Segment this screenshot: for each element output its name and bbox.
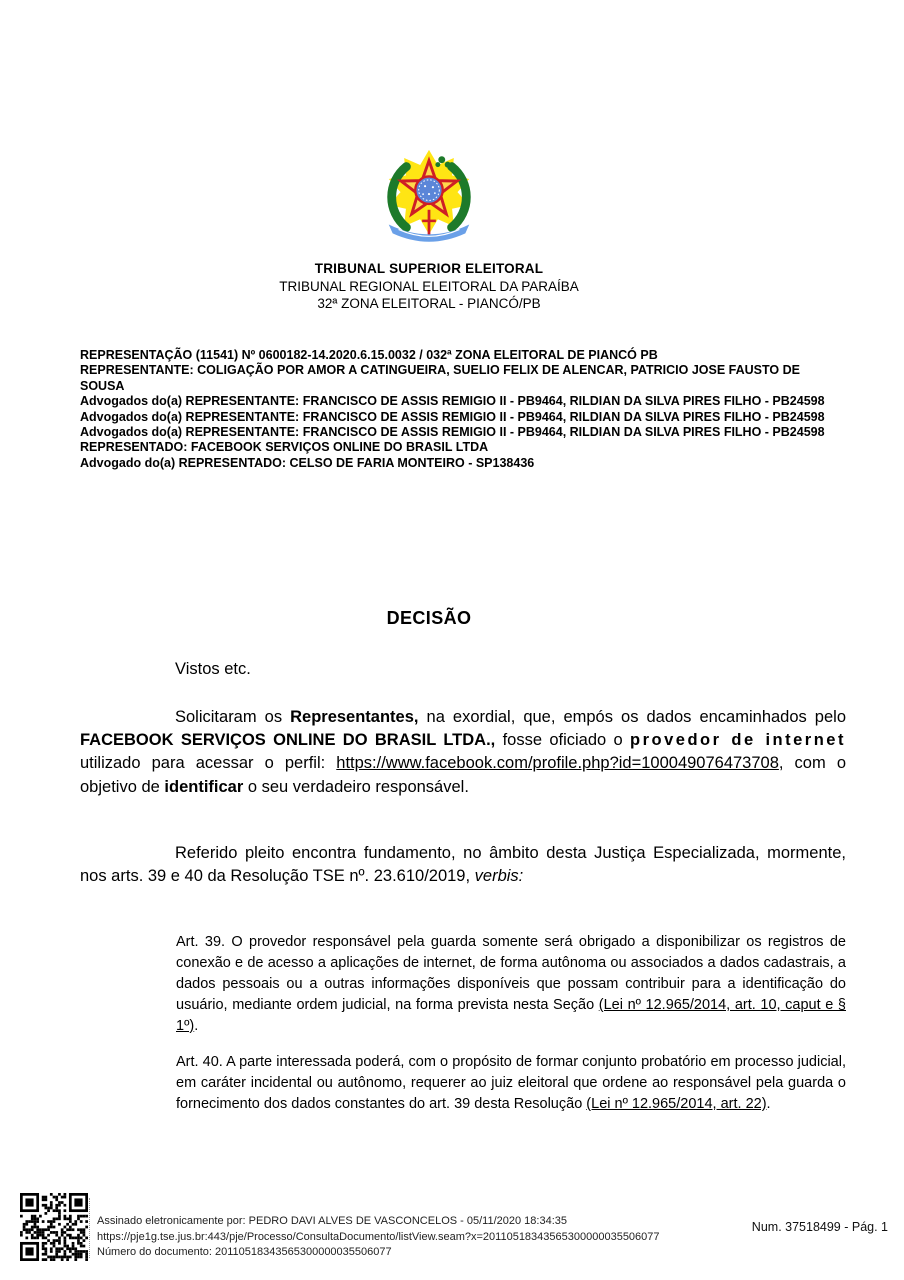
text-segment: FACEBOOK SERVIÇOS ONLINE DO BRASIL LTDA., — [80, 731, 496, 750]
decision-title: DECISÃO — [386, 608, 472, 628]
text-segment: Solicitaram os — [175, 708, 291, 726]
court-zone: 32ª ZONA ELEITORAL - PIANCÓ/PB — [317, 296, 541, 311]
case-line: Advogados do(a) REPRESENTANTE: FRANCISCO DE ASSIS REMIGIO II - PB9464, RILDIAN DA SILVA PIRES FILHO - PB24598 — [80, 409, 825, 424]
case-line: REPRESENTAÇÃO (11541) Nº 0600182-14.2020.6.15.0032 / 032ª ZONA ELEITORAL DE PIANCÓ PB — [80, 348, 658, 362]
case-line: Advogado do(a) REPRESENTADO: CELSO DE FARIA MONTEIRO - SP138436 — [80, 455, 535, 470]
document-number-line — [97, 1245, 660, 1261]
facebook-profile-url[interactable]: https://www.facebook.com/profile.php?id=100049076473708 — [336, 754, 779, 773]
text-segment: , com o objetivo de — [80, 754, 846, 796]
document-number-value: 20110518343565300000035506077 — [215, 1246, 392, 1258]
quote-art-40 — [176, 1052, 846, 1115]
court-name-primary: TRIBUNAL SUPERIOR ELEITORAL — [314, 261, 544, 276]
signature-line: Assinado eletronicamente por: PEDRO DAVI ALVES DE VASCONCELOS - 05/11/2020 18:34:35 — [97, 1215, 567, 1227]
footer-divider — [89, 1198, 90, 1258]
text-segment: fosse oficiado o — [495, 731, 631, 750]
decision-paragraph-2 — [80, 842, 846, 888]
text-segment: verbis: — [474, 867, 524, 886]
court-name-regional: TRIBUNAL REGIONAL ELEITORAL DA PARAÍBA — [279, 278, 579, 294]
text-segment: identificar — [164, 777, 244, 796]
text-segment: Art. 40. A parte interessada poderá, com o propósito de formar conjunto probatório em processo judicial, em caráter incidental ou autônomo, requerer ao juiz eleitoral que ordene ao responsável pela guarda o fornecimento dos dados constantes do art. 39 desta Resolução — [176, 1054, 846, 1112]
vistos-line: Vistos etc. — [175, 660, 251, 678]
text-segment: Representantes, — [290, 708, 419, 726]
document-header — [0, 148, 858, 313]
text-segment: provedor de internet — [630, 731, 846, 750]
document-number-label: Número do documento: — [97, 1246, 212, 1258]
case-line: Advogados do(a) REPRESENTANTE: FRANCISCO DE ASSIS REMIGIO II - PB9464, RILDIAN DA SILVA PIRES FILHO - PB24598 — [80, 425, 825, 440]
text-segment: . — [766, 1096, 771, 1112]
signature-block — [97, 1214, 660, 1261]
case-line: REPRESENTADO: FACEBOOK SERVIÇOS ONLINE DO BRASIL LTDA — [80, 440, 489, 455]
text-segment: o seu verdadeiro responsável. — [243, 777, 469, 796]
text-segment: na exordial, que, empós os dados encaminhados pelo — [418, 708, 847, 726]
case-line: REPRESENTANTE: COLIGAÇÃO POR AMOR A CATINGUEIRA, SUELIO FELIX DE ALENCAR, PATRICIO JOSE FAUSTO DE SOUSA — [80, 363, 800, 393]
text-segment: Referido pleito encontra fundamento, no âmbito desta Justiça Especializada, mormente, nos arts. 39 e 40 da Resolução TSE nº. 23.610/2019, — [80, 844, 846, 886]
text-segment: utilizado para acessar o perfil: — [80, 754, 337, 773]
verification-url: https://pje1g.tse.jus.br:443/pje/Processo/ConsultaDocumento/listView.seam?x=20110518343565300000035506077 — [97, 1230, 660, 1243]
quote-art-39 — [176, 932, 846, 1037]
case-identification-block — [80, 348, 846, 471]
text-segment: . — [194, 1018, 199, 1034]
text-segment: Art. 39. O provedor responsável pela guarda somente será obrigado a disponibilizar os registros de conexão e de acesso a aplicações de internet, de forma autônoma ou associados a dados cadastrais, a dados pessoais ou a outras informações disponíveis que possam contribuir para a identificação do usuário, mediante ordem judicial, na forma prevista nesta Seção — [176, 934, 846, 1013]
case-line: Advogados do(a) REPRESENTANTE: FRANCISCO DE ASSIS REMIGIO II - PB9464, RILDIAN DA SILVA PIRES FILHO - PB24598 — [80, 394, 825, 409]
law-reference: (Lei nº 12.965/2014, art. 10, caput e § 1º) — [176, 997, 846, 1034]
law-reference: (Lei nº 12.965/2014, art. 22) — [586, 1096, 767, 1112]
brazil-coat-of-arms-icon — [375, 148, 483, 248]
decision-paragraph-1 — [80, 706, 846, 799]
qr-code — [20, 1192, 88, 1262]
page-reference: Num. 37518499 - Pág. 1 — [751, 1220, 888, 1234]
